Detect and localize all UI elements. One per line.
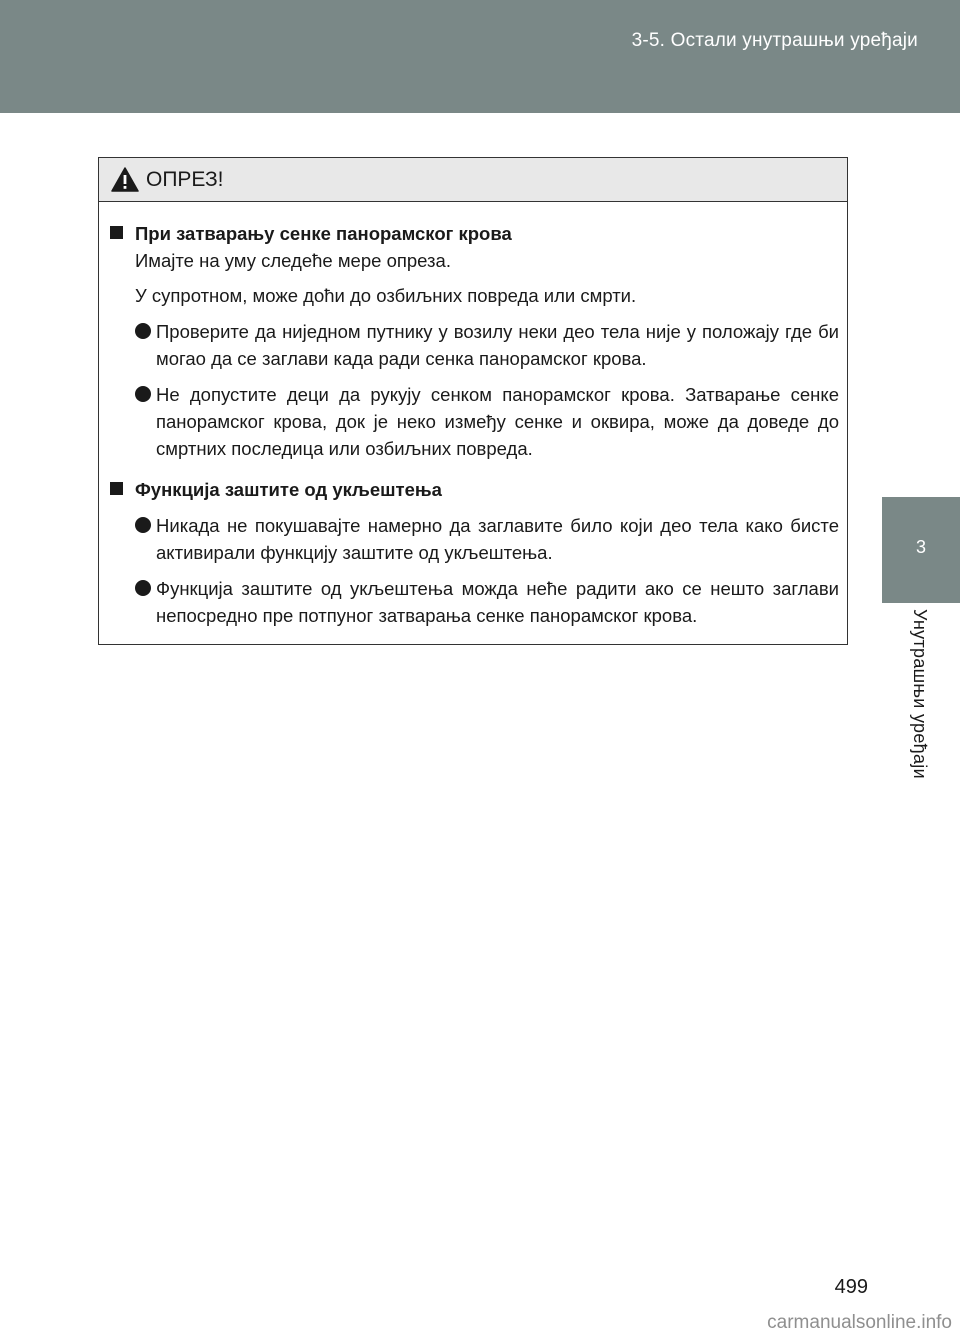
bullet-text: Функција заштите од укљештења можда неће радити ако се нешто заглави непосредно пре потпуног затварања сенке панорамског крова. <box>156 578 839 626</box>
circle-bullet-icon <box>135 580 151 596</box>
square-bullet-icon <box>110 482 123 495</box>
paragraph: Имајте на уму следеће мере опреза. <box>135 250 451 271</box>
chapter-number: 3 <box>915 537 926 557</box>
section-title: 3-5. Остали унутрашњи уређаји <box>631 30 918 51</box>
bullet-item <box>108 381 839 462</box>
circle-bullet-icon <box>135 386 151 402</box>
section-heading-text: Функција заштите од укљештења <box>135 479 442 500</box>
circle-bullet-icon <box>135 323 151 339</box>
paragraph: У супротном, може доћи до озбиљних повреда или смрти. <box>135 285 637 306</box>
bullet-text: Не допустите деци да рукују сенком панорамског крова. Затварање сенке панорамског крова, док је неко између сенке и оквира, може да доведе до смртних последица или озбиљних повреда. <box>156 384 839 459</box>
square-bullet-icon <box>110 226 123 239</box>
bullet-item <box>108 318 839 372</box>
caution-content <box>108 220 839 629</box>
circle-bullet-icon <box>135 517 151 533</box>
caution-title: ОПРЕЗ! <box>146 168 224 191</box>
chapter-tab-label <box>882 603 960 1337</box>
bullet-text: Никада не покушавајте намерно да заглавите било који део тела како бисте активирали функцију заштите од укљештења. <box>156 515 839 563</box>
warning-triangle-icon <box>111 167 139 192</box>
section-heading-text: При затварању сенке панорамског крова <box>135 223 512 244</box>
watermark: carmanualsonline.info <box>767 1312 952 1333</box>
bullet-item <box>108 512 839 566</box>
caution-box <box>98 157 848 645</box>
chapter-tab <box>882 497 960 603</box>
header-band <box>0 0 960 113</box>
chapter-label: Унутрашњи уређаји <box>910 609 930 779</box>
caution-header <box>99 158 847 202</box>
section-heading <box>108 476 839 503</box>
section-heading <box>108 220 839 247</box>
page-number: 499 <box>834 1276 868 1298</box>
bullet-text: Проверите да ниједном путнику у возилу неки део тела није у положају где би могао да се заглави када ради сенка панорамског крова. <box>156 321 839 369</box>
bullet-item <box>108 575 839 629</box>
